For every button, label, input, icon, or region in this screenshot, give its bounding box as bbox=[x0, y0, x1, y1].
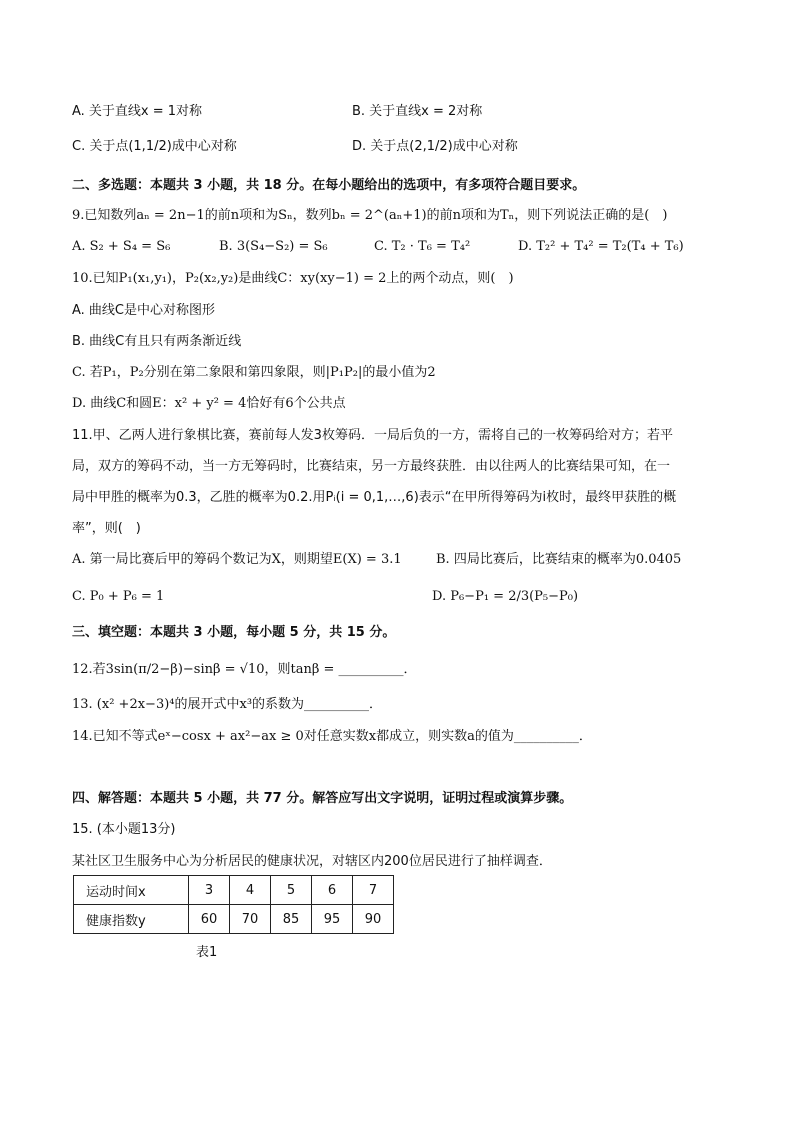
q10-option-b: B. 曲线C有且只有两条渐近线 bbox=[72, 334, 242, 349]
section4-heading: 四、解答题：本题共 5 小题，共 77 分。解答应写出文字说明，证明过程或演算步骤。 bbox=[72, 791, 573, 806]
row-header-x: 运动时间x bbox=[74, 876, 189, 905]
table-cell: 7 bbox=[353, 876, 394, 905]
q12-text: 12.若3sin(π/2−β)−sinβ = √10，则tanβ = __________． bbox=[72, 662, 417, 677]
table-cell: 5 bbox=[271, 876, 312, 905]
section3-heading: 三、填空题：本题共 3 小题，每小题 5 分，共 15 分。 bbox=[72, 625, 396, 640]
q8-option-b: B. 关于直线x = 2对称 bbox=[352, 104, 483, 119]
q11-line4: 率”，则( ) bbox=[72, 521, 141, 536]
table-caption: 表1 bbox=[196, 945, 218, 960]
q11-option-c: C. P₀ + P₆ = 1 bbox=[72, 589, 165, 604]
table-cell: 3 bbox=[189, 876, 230, 905]
q8-option-a: A. 关于直线x = 1对称 bbox=[72, 104, 203, 119]
q11-option-a: A. 第一局比赛后甲的筹码个数记为X，则期望E(X) = 3.1 bbox=[72, 552, 402, 567]
table-cell: 95 bbox=[312, 905, 353, 934]
q11-line2: 局，双方的筹码不动，当一方无筹码时，比赛结束，另一方最终获胜．由以往两人的比赛结果可知，在一 bbox=[72, 459, 671, 474]
table-cell: 90 bbox=[353, 905, 394, 934]
q10-option-a: A. 曲线C是中心对称图形 bbox=[72, 303, 216, 318]
table-row bbox=[74, 905, 394, 934]
row-header-y: 健康指数y bbox=[74, 905, 189, 934]
table-cell: 85 bbox=[271, 905, 312, 934]
q11-option-d: D. P₆−P₁ = 2/3(P₅−P₀) bbox=[432, 589, 579, 604]
q13-text: 13. (x² +2x−3)⁴的展开式中x³的系数为__________． bbox=[72, 697, 383, 712]
q9-option-c: C. T₂ · T₆ = T₄² bbox=[374, 239, 471, 254]
q10-option-c: C. 若P₁，P₂分别在第二象限和第四象限，则|P₁P₂|的最小值为2 bbox=[72, 365, 436, 380]
q9-stem: 9.已知数列aₙ = 2n−1的前n项和为Sₙ，数列bₙ = 2^(aₙ+1)的前n项和为Tₙ，则下列说法正确的是( ) bbox=[72, 208, 668, 223]
q9-option-d: D. T₂² + T₄² = T₂(T₄ + T₆) bbox=[518, 239, 684, 254]
q8-option-c: C. 关于点(1,1/2)成中心对称 bbox=[72, 139, 237, 154]
table-cell: 60 bbox=[189, 905, 230, 934]
section2-heading: 二、多选题：本题共 3 小题，共 18 分。在每小题给出的选项中，有多项符合题目要求。 bbox=[72, 178, 586, 193]
q8-option-d: D. 关于点(2,1/2)成中心对称 bbox=[352, 139, 518, 154]
q11-line1: 11.甲、乙两人进行象棋比赛，赛前每人发3枚筹码．一局后负的一方，需将自己的一枚筹码给对方；若平 bbox=[72, 428, 673, 443]
table-cell: 70 bbox=[230, 905, 271, 934]
table-cell: 4 bbox=[230, 876, 271, 905]
q9-option-b: B. 3(S₄−S₂) = S₆ bbox=[219, 239, 328, 254]
data-table bbox=[73, 875, 394, 934]
q11-option-b: B. 四局比赛后，比赛结束的概率为0.0405 bbox=[436, 552, 682, 567]
table-cell: 6 bbox=[312, 876, 353, 905]
q11-line3: 局中甲胜的概率为0.3，乙胜的概率为0.2.用Pᵢ(i = 0,1,…,6)表示“在甲所得筹码为i枚时，最终甲获胜的概 bbox=[72, 490, 677, 505]
q10-stem: 10.已知P₁(x₁,y₁)，P₂(x₂,y₂)是曲线C：xy(xy−1) = 2上的两个动点，则( ) bbox=[72, 271, 514, 286]
q14-text: 14.已知不等式eˣ−cosx + ax²−ax ≥ 0对任意实数x都成立，则实数a的值为__________． bbox=[72, 729, 592, 744]
q15-title: 15. (本小题13分) bbox=[72, 822, 176, 837]
q9-option-a: A. S₂ + S₄ = S₆ bbox=[72, 239, 171, 254]
q15-intro: 某社区卫生服务中心为分析居民的健康状况，对辖区内200位居民进行了抽样调查． bbox=[72, 854, 552, 869]
q10-option-d: D. 曲线C和圆E：x² + y² = 4恰好有6个公共点 bbox=[72, 396, 346, 411]
table-row bbox=[74, 876, 394, 905]
